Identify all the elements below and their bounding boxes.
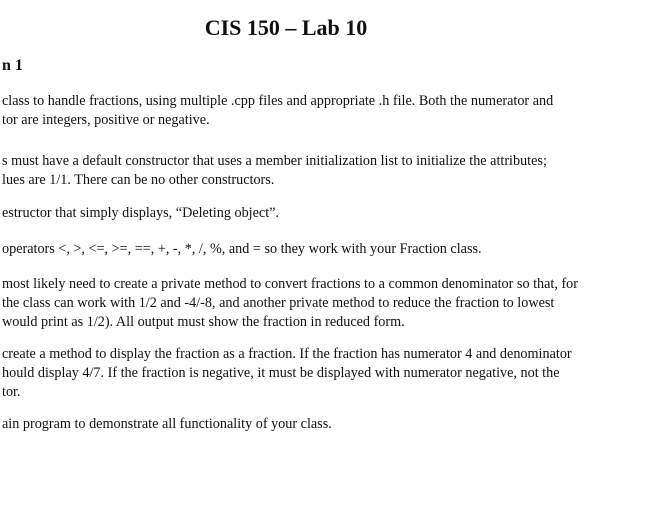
paragraph-line: hould display 4/7. If the fraction is negative, it must be displayed with numerator negative, not the: [2, 365, 560, 381]
paragraph-fraction-class: [2, 92, 652, 130]
paragraph-line: operators <, >, <=, >=, ==, +, -, *, /, %, and = so they work with your Fraction class.: [2, 241, 482, 257]
paragraph-line: tor.: [2, 384, 21, 400]
paragraph-line: lues are 1/1. There can be no other constructors.: [2, 172, 275, 188]
paragraph-line: s must have a default constructor that uses a member initialization list to initialize the attributes;: [2, 153, 547, 169]
paragraph-line: estructor that simply displays, “Deleting object”.: [2, 205, 279, 221]
paragraph-private-methods: [2, 275, 652, 332]
paragraph-line: create a method to display the fraction as a fraction. If the fraction has numerator 4 and denominator: [2, 346, 572, 362]
paragraph-operators: [2, 240, 652, 259]
paragraph-display-method: [2, 345, 652, 402]
paragraph-line: tor are integers, positive or negative.: [2, 112, 210, 128]
section-heading: n 1: [2, 57, 23, 74]
paragraph-line: the class can work with 1/2 and -4/-8, and another private method to reduce the fraction to lowest: [2, 295, 555, 311]
paragraph-main-program: [2, 415, 652, 434]
document-title: CIS 150 – Lab 10: [204, 15, 368, 40]
paragraph-line: class to handle fractions, using multiple .cpp files and appropriate .h file. Both the numerator and: [2, 93, 554, 109]
paragraph-destructor: [2, 204, 652, 223]
paragraph-line: would print as 1/2). All output must show the fraction in reduced form.: [2, 314, 405, 330]
paragraph-constructor: [2, 152, 652, 190]
paragraph-line: ain program to demonstrate all functionality of your class.: [2, 416, 332, 432]
paragraph-line: most likely need to create a private method to convert fractions to a common denominator so that, for: [2, 276, 578, 292]
